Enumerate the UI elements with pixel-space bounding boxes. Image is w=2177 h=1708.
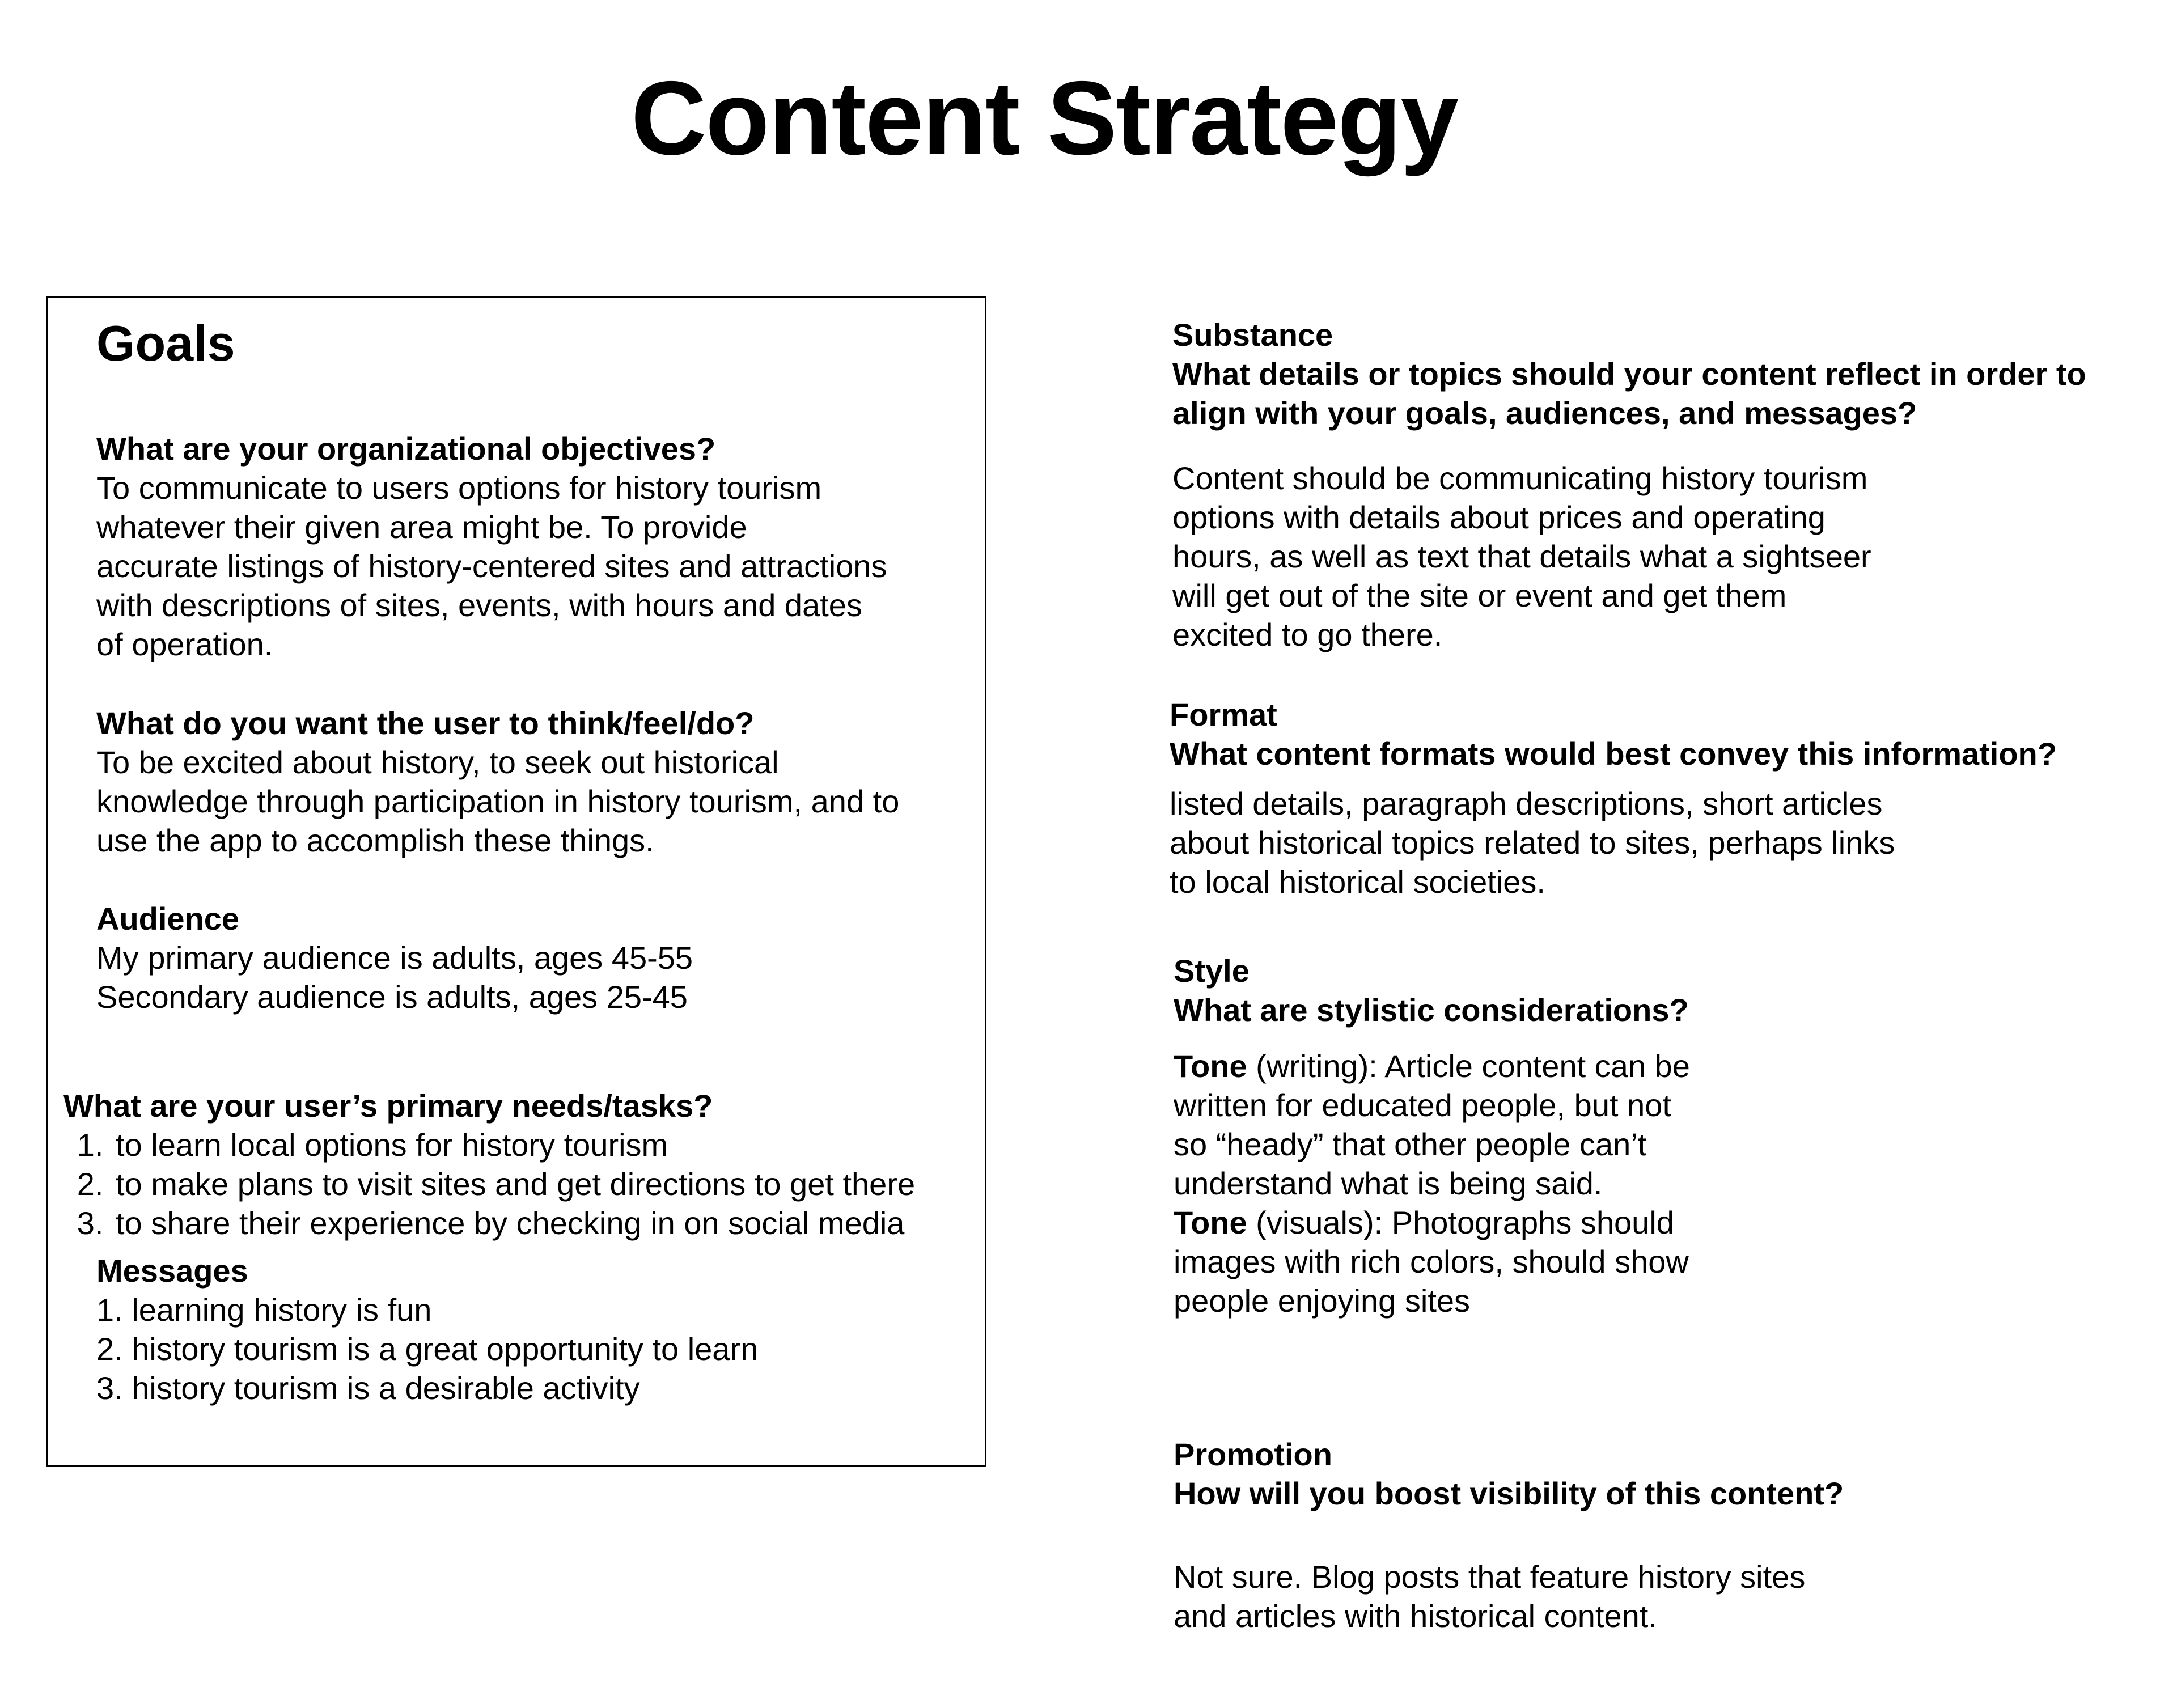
substance-answer-line: excited to go there.: [1172, 617, 1443, 652]
tone-visuals-line: images with rich colors, should show: [1174, 1244, 1689, 1279]
format-question: What content formats would best convey this information?: [1170, 736, 2057, 772]
format-answer: [1170, 784, 1895, 901]
substance-answer-line: Content should be communicating history tourism: [1172, 460, 1868, 496]
tone-visuals-line: people enjoying sites: [1174, 1283, 1471, 1319]
substance-question-line: What details or topics should your content reflect in order to: [1172, 356, 2086, 392]
substance-heading: Substance: [1172, 317, 1333, 353]
format-answer-line: about historical topics related to sites, perhaps links: [1170, 825, 1895, 861]
tone-writing-label: Tone: [1174, 1048, 1247, 1084]
audience-section: [96, 899, 693, 1016]
objectives-line: of operation.: [96, 626, 273, 662]
promotion-answer: [1174, 1557, 1805, 1635]
style-section: [1174, 951, 1689, 1029]
objectives-line: with descriptions of sites, events, with hours and dates: [96, 587, 862, 623]
substance-answer-line: options with details about prices and operating: [1172, 499, 1826, 535]
objectives-line: whatever their given area might be. To provide: [96, 509, 747, 545]
think-feel-do-section: [96, 703, 899, 860]
messages-item: 1. learning history is fun: [96, 1292, 432, 1328]
objectives-question: What are your organizational objectives?: [96, 431, 716, 467]
style-question: What are stylistic considerations?: [1174, 992, 1689, 1028]
tone-writing-line: [1174, 1046, 1690, 1086]
substance-answer: [1172, 459, 1871, 654]
audience-line: Secondary audience is adults, ages 25-45: [96, 979, 688, 1015]
messages-item: 2. history tourism is a great opportunity to learn: [96, 1331, 759, 1367]
needs-list: [63, 1125, 915, 1243]
tone-visuals-text: (visuals): Photographs should: [1247, 1205, 1674, 1240]
page-title: Content Strategy: [630, 60, 1458, 177]
tone-writing-text: (writing): Article content can be: [1247, 1048, 1690, 1084]
format-heading: Format: [1170, 697, 1277, 732]
format-answer-line: listed details, paragraph descriptions, short articles: [1170, 786, 1883, 821]
goals-heading: Goals: [96, 315, 235, 371]
promotion-answer-line: and articles with historical content.: [1174, 1598, 1657, 1634]
tone-writing-line: so “heady” that other people can’t: [1174, 1126, 1647, 1162]
needs-item: 1. to learn local options for history tourism: [112, 1125, 915, 1164]
substance-answer-line: will get out of the site or event and get them: [1172, 578, 1787, 613]
style-tone: [1174, 1046, 1690, 1320]
think-feel-do-line: knowledge through participation in history tourism, and to: [96, 783, 900, 819]
substance-question-line: align with your goals, audiences, and messages?: [1172, 395, 1917, 431]
substance-answer-line: hours, as well as text that details what a sightseer: [1172, 539, 1871, 574]
objectives-line: accurate listings of history-centered sites and attractions: [96, 548, 887, 584]
promotion-question: How will you boost visibility of this content?: [1174, 1476, 1844, 1511]
objectives-line: To communicate to users options for history tourism: [96, 470, 822, 506]
tone-writing-line: understand what is being said.: [1174, 1165, 1603, 1201]
audience-line: My primary audience is adults, ages 45-55: [96, 940, 693, 976]
think-feel-do-line: To be excited about history, to seek out historical: [96, 744, 779, 780]
tone-visuals-label: Tone: [1174, 1205, 1247, 1240]
tone-visuals-line: [1174, 1203, 1690, 1242]
substance-section: [1172, 315, 2086, 433]
audience-heading: Audience: [96, 901, 240, 936]
objectives-section: [96, 429, 887, 664]
promotion-heading: Promotion: [1174, 1436, 1332, 1472]
messages-item: 3. history tourism is a desirable activity: [96, 1370, 640, 1406]
messages-heading: Messages: [96, 1253, 248, 1289]
format-answer-line: to local historical societies.: [1170, 864, 1545, 900]
promotion-section: [1174, 1435, 1844, 1513]
think-feel-do-question: What do you want the user to think/feel/do?: [96, 705, 755, 741]
needs-question: What are your user’s primary needs/tasks?: [63, 1088, 713, 1124]
tone-writing-line: written for educated people, but not: [1174, 1087, 1671, 1123]
needs-item: 2. to make plans to visit sites and get directions to get there: [112, 1164, 915, 1203]
promotion-answer-line: Not sure. Blog posts that feature history sites: [1174, 1559, 1806, 1595]
needs-item: 3. to share their experience by checking in on social media: [112, 1203, 915, 1243]
needs-section: [63, 1086, 915, 1243]
think-feel-do-line: use the app to accomplish these things.: [96, 823, 654, 858]
style-heading: Style: [1174, 953, 1250, 989]
format-section: [1170, 695, 2057, 773]
messages-section: [96, 1251, 758, 1408]
